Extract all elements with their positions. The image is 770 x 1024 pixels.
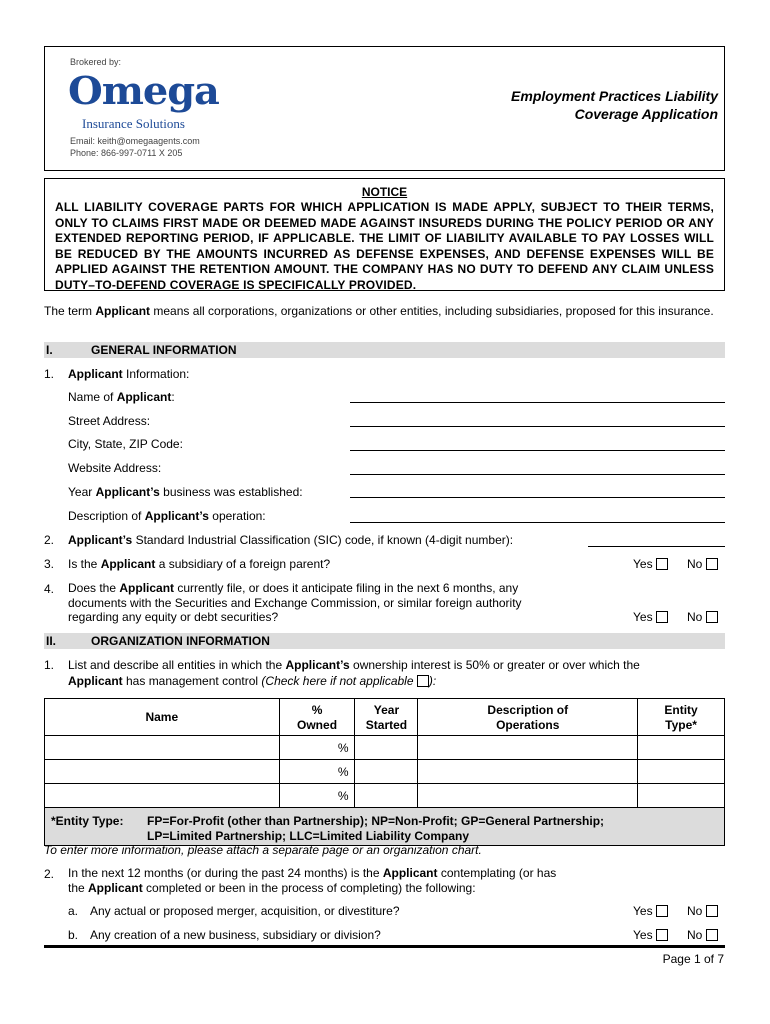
s2-q2-b: Applicant [382,866,438,880]
section-2-header [44,633,725,649]
s2-q1-line1 [68,657,640,673]
s2-q2-f: completed or been in the process of completing) the following: [142,880,476,895]
s1-q3-pre: Is the [68,557,101,571]
entity-type-legend-row [45,808,725,846]
form-title-line1: Employment Practices Liability [511,88,718,104]
col-header-entity-type [638,699,725,736]
s2-q2-number: 2. [44,867,55,881]
operation-description-field[interactable] [350,522,725,523]
s1-q2-rest: Standard Industrial Classification (SIC) code, if known (4-digit number): [132,533,514,547]
name-cell[interactable] [45,784,280,808]
website-field[interactable] [350,474,725,475]
notice-title: NOTICE [361,185,408,199]
s1-q4-yes-group [633,610,668,624]
no-label: No [687,928,703,942]
field-label-pre: Street Address: [68,414,151,428]
s1-q4-pre: Does the [68,581,120,595]
s1-q4-post: currently file, or does it anticipate filing in the next 6 months, any [174,581,519,595]
percent-sign: % [337,764,349,779]
s1-q1-text [68,366,189,382]
s2-q1-text [68,657,640,689]
s1-q4-bold: Applicant [119,581,175,595]
header-text: Type* [665,718,697,732]
header-text: % [311,703,323,717]
header-text: Owned [297,718,338,732]
field-label-bold: Applicant’s [95,485,160,499]
owned-cell[interactable] [279,736,355,760]
notice-text: ALL LIABILITY COVERAGE PARTS FOR WHICH APPLICATION IS MADE APPLY, SUBJECT TO THEIR TERMS, ONLY TO CLAIMS FIRST MADE OR DEEMED MADE AGAINST INSUREDS DURING THE POLICY PERIOD OR ANY EXTENDED REPORTING PERIOD, IF APPLICABLE. THE LIMIT OF LIABILITY AVAILABLE TO PAY LOSSES WILL BE REDUCED BY THE AMOUNTS INCURRED AS DEFENSE EXPENSES, AND DEFENSE EXPENSES WILL BE APPLIED AGAINST THE RETENTION AMOUNT. THE COMPANY HAS NO DUTY TO DEFEND ANY CLAIM UNLESS DUTY–TO-DEFEND COVERAGE IS SPECIFICALLY PROVIDED. [55,200,714,292]
s2-q2-text [68,866,556,895]
street-address-field[interactable] [350,426,725,427]
s1-q4-number: 4. [44,582,55,596]
field-label-pre: Year [68,485,96,499]
s2-q2a-text: Any actual or proposed merger, acquisition, or divestiture? [90,904,400,918]
field-label-year [68,484,303,500]
field-label-pre: City, State, ZIP Code: [68,437,183,451]
page-number: Page 1 of 7 [662,952,724,966]
s2-q2a-yes-checkbox[interactable] [656,905,668,917]
logo-subtitle: Insurance Solutions [82,116,185,131]
header-text: Description of [487,703,569,717]
field-label-pre: Website Address: [68,461,162,475]
field-label-street [68,413,150,429]
percent-sign: % [337,740,349,755]
s1-q3-post: a subsidiary of a foreign parent? [155,557,331,571]
description-cell[interactable] [418,736,638,760]
table-row [45,760,725,784]
s2-q2-d: the [68,880,89,895]
col-header-name [45,699,280,736]
name-cell[interactable] [45,736,280,760]
s2-q2a-yes-group [633,904,668,918]
year-cell[interactable] [355,760,418,784]
s2-q2-line2 [68,881,556,896]
s1-q4-line1 [68,581,522,596]
notice-box [44,178,725,291]
s1-q2-text [68,532,513,548]
s1-q4-line3: regarding any equity or debt securities? [68,610,279,624]
intro-paragraph [44,303,726,319]
intro-post: means all corporations, organizations or other entities, including subsidiaries, proposed for this insurance. [150,304,714,318]
s2-q2b-letter: b. [68,928,79,942]
entity-type-legend [45,808,725,846]
section-1-title: GENERAL INFORMATION [91,343,237,357]
s1-q3-no-group [687,557,718,571]
s1-q3-yes-group [633,557,668,571]
entity-type-cell[interactable] [638,760,725,784]
table-row [45,736,725,760]
s2-q2b-text: Any creation of a new business, subsidiary or division? [90,928,381,942]
s2-q2b-no-group [687,928,718,942]
field-label-website [68,460,161,476]
legend-text-1: FP=For-Profit (other than Partnership); NP=Non-Profit; GP=General Partnership; [147,814,605,828]
field-label-bold: Applicant’s [144,509,209,523]
year-established-field[interactable] [350,497,725,498]
section-2-number: II. [46,634,57,648]
s2-q2-a: In the next 12 months (or during the past 24 months) is the [68,866,383,880]
s1-q4-yes-checkbox[interactable] [656,611,668,623]
entity-type-cell[interactable] [638,736,725,760]
s1-q4-text [68,581,522,625]
year-cell[interactable] [355,736,418,760]
s2-q1-g: ): [428,674,437,688]
header-text: Year [373,703,400,717]
description-cell[interactable] [418,760,638,784]
s2-q1-line2 [68,673,640,689]
s2-q1-b: Applicant’s [285,658,350,672]
s2-q1-d: Applicant [68,674,123,688]
city-state-zip-field[interactable] [350,450,725,451]
more-info-note: To enter more information, please attach a separate page or an organization chart. [44,843,482,857]
yes-label: Yes [633,904,653,918]
s1-q3-number: 3. [44,557,55,571]
owned-cell[interactable] [279,784,355,808]
field-label-name [68,389,175,405]
field-label-post: operation: [208,509,266,523]
broker-phone: Phone: 866-997-0711 X 205 [70,148,183,158]
s2-q1-c: ownership interest is 50% or greater or over which the [349,658,640,672]
entity-type-cell[interactable] [638,784,725,808]
percent-sign: % [337,788,349,803]
s1-q3-yes-checkbox[interactable] [656,558,668,570]
brokered-by-label: Brokered by: [70,57,122,67]
not-applicable-checkbox[interactable] [417,675,429,687]
s1-q2-number: 2. [44,533,55,547]
header-text: Name [145,709,179,724]
yes-label: Yes [633,610,653,624]
s2-q2b-yes-group [633,928,668,942]
s2-q2-e: Applicant [88,880,143,895]
field-label-city [68,436,183,452]
s2-q2a-no-checkbox[interactable] [706,905,718,917]
intro-pre: The term [44,304,96,318]
table-header-row [45,699,725,736]
header-text: Entity [664,703,698,717]
s2-q1-number: 1. [44,658,55,672]
description-cell[interactable] [418,784,638,808]
field-label-pre: Name of [68,390,117,404]
s1-q4-line2: documents with the Securities and Exchange Commission, or similar foreign authority [68,595,522,610]
form-title-line2: Coverage Application [574,106,718,122]
omega-logo: Omega [68,68,219,113]
no-label: No [687,904,703,918]
intro-term: Applicant [95,304,151,318]
field-label-post: business was established: [159,485,303,499]
yes-label: Yes [633,928,653,942]
header-text: Started [365,718,408,732]
entity-table [44,698,725,846]
s1-q3-text [68,556,330,572]
col-header-year [355,699,418,736]
s1-q4-no-group [687,610,718,624]
field-label-description [68,508,266,524]
s1-q2-bold: Applicant’s [68,533,133,547]
s2-q2a-letter: a. [68,904,79,918]
legend-line1 [51,814,724,829]
no-label: No [687,557,703,571]
s2-q2-c: contemplating (or has [437,866,557,880]
applicant-name-field[interactable] [350,402,725,403]
field-label-post: : [171,390,175,404]
name-cell[interactable] [45,760,280,784]
section-2-title: ORGANIZATION INFORMATION [91,634,270,648]
s2-q2b-no-checkbox[interactable] [706,929,718,941]
s1-q1-bold: Applicant [68,367,123,381]
s2-q1-f: (Check here if not applicable [261,674,414,688]
s1-q1-number: 1. [44,367,55,381]
field-label-bold: Applicant [116,390,172,404]
section-1-number: I. [46,343,53,357]
s2-q2-line1 [68,866,556,881]
footer-rule [44,945,725,948]
s2-q2b-yes-checkbox[interactable] [656,929,668,941]
s2-q1-a: List and describe all entities in which the [68,658,286,672]
yes-label: Yes [633,557,653,571]
sic-code-field[interactable] [588,546,725,547]
owned-cell[interactable] [279,760,355,784]
legend-text-2: LP=Limited Partnership; LLC=Limited Liability Company [147,829,470,843]
year-cell[interactable] [355,784,418,808]
col-header-description [418,699,638,736]
s1-q1-rest: Information: [122,367,190,381]
table-row [45,784,725,808]
section-1-header [44,342,725,358]
field-label-pre: Description of [68,509,145,523]
s1-q3-bold: Applicant [100,557,156,571]
s2-q1-e: has management control [122,674,262,688]
s1-q3-no-checkbox[interactable] [706,558,718,570]
legend-label: *Entity Type: [51,814,124,828]
no-label: No [687,610,703,624]
col-header-owned [279,699,355,736]
broker-email: Email: keith@omegaagents.com [70,136,200,146]
header-text: Operations [496,718,560,732]
s1-q4-no-checkbox[interactable] [706,611,718,623]
s2-q2a-no-group [687,904,718,918]
